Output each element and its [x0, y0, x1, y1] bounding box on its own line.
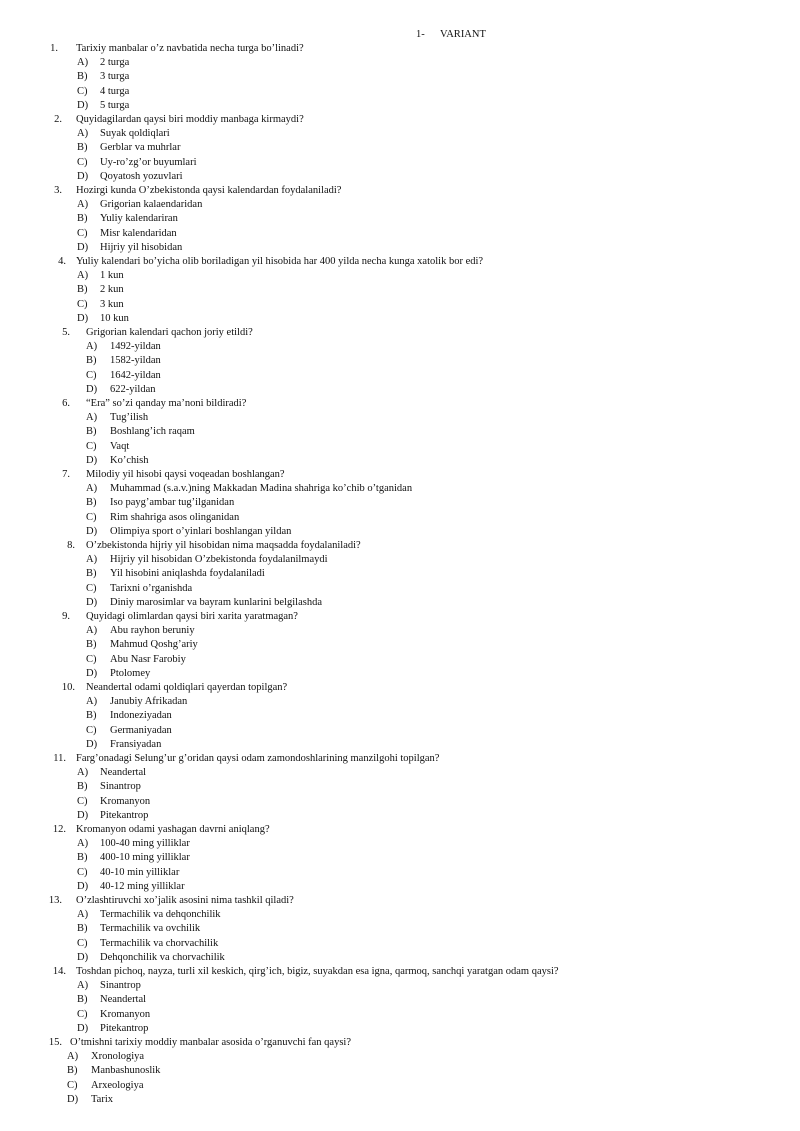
- option-text: Tug’ilish: [110, 412, 149, 424]
- question-text: Yuliy kalendari bo’yicha olib boriladigan yil hisobida har 400 yilda necha kunga xatolik bor edi?: [76, 256, 484, 267]
- option-letter: C): [77, 85, 88, 97]
- option-text: 622-yildan: [110, 383, 156, 395]
- question-text: Quyidagi olimlardan qaysi biri xarita yaratmagan?: [86, 611, 298, 622]
- option-text: Yuliy kalendariran: [100, 213, 178, 225]
- option-letter: C): [77, 298, 88, 310]
- option-letter: B): [77, 781, 88, 793]
- question-number: 15.: [48, 1037, 62, 1048]
- question-text: Hozirgi kunda O’zbekistonda qaysi kalendardan foydalaniladi?: [76, 185, 342, 196]
- option-text: 40-12 ming yilliklar: [100, 880, 185, 892]
- question-number: 10.: [61, 682, 75, 693]
- option-text: Tarixni o’rganishda: [110, 582, 193, 594]
- option-letter: C): [86, 369, 97, 381]
- option-text: 1 kun: [100, 270, 124, 282]
- option-text: Mahmud Qoshg’ariy: [110, 639, 198, 651]
- option-text: Pitekantrop: [100, 809, 149, 821]
- option-letter: C): [86, 724, 97, 736]
- option-text: Arxeologiya: [91, 1079, 144, 1091]
- question-number: 11.: [53, 753, 66, 764]
- option-text: Fransiyadan: [110, 738, 162, 750]
- option-letter: A): [86, 483, 98, 495]
- question-number: 12.: [52, 824, 66, 835]
- option-text: Indoneziyadan: [110, 710, 172, 722]
- option-letter: A): [86, 412, 98, 424]
- option-letter: B): [77, 71, 88, 83]
- variant-label: VARIANT: [440, 29, 486, 40]
- question-number: 2.: [54, 114, 62, 125]
- option-text: Gerblar va muhrlar: [100, 142, 181, 154]
- option-letter: B): [86, 639, 97, 651]
- option-letter: A): [77, 270, 89, 282]
- option-text: Manbashunoslik: [91, 1065, 161, 1077]
- option-letter: B): [86, 710, 97, 722]
- question-number: 4.: [58, 256, 66, 267]
- question-text: Farg’onadagi Selung’ur g’oridan qaysi odam zamondoshlarining manzilgohi topilgan?: [76, 753, 440, 764]
- question-text: Tarixiy manbalar o’z navbatida necha turga bo’linadi?: [76, 43, 304, 54]
- question-text: Toshdan pichoq, nayza, turli xil keskich, qirg’ich, bigiz, suyakdan esa igna, qarmoq, sanchqi yaratgan odam qaysi?: [76, 966, 559, 977]
- option-text: Kromanyon: [100, 1008, 151, 1020]
- question-text: Milodiy yil hisobi qaysi voqeadan boshlangan?: [86, 469, 285, 480]
- question-text: Grigorian kalendari qachon joriy etildi?: [86, 327, 253, 338]
- option-letter: B): [86, 355, 97, 367]
- option-letter: C): [77, 1008, 88, 1020]
- option-letter: C): [86, 582, 97, 594]
- option-text: Termachilik va dehqonchilik: [100, 909, 221, 921]
- option-letter: C): [77, 227, 88, 239]
- option-letter: B): [77, 213, 88, 225]
- option-letter: C): [77, 937, 88, 949]
- option-letter: A): [77, 57, 89, 69]
- question-number: 14.: [52, 966, 66, 977]
- option-letter: B): [86, 568, 97, 580]
- option-text: Kromanyon: [100, 795, 151, 807]
- question-text: “Era” so’zi qanday ma’noni bildiradi?: [86, 398, 247, 409]
- option-letter: C): [86, 653, 97, 665]
- option-letter: D): [67, 1093, 79, 1105]
- option-letter: B): [77, 852, 88, 864]
- option-letter: B): [67, 1065, 78, 1077]
- option-letter: D): [86, 596, 98, 608]
- option-text: Dehqonchilik va chorvachilik: [100, 951, 225, 963]
- option-text: Boshlang’ich raqam: [110, 426, 195, 438]
- option-text: Neandertal: [100, 767, 147, 779]
- option-letter: A): [77, 909, 89, 921]
- option-text: Vaqt: [110, 440, 130, 452]
- option-text: 100-40 ming yilliklar: [100, 838, 190, 850]
- option-text: Rim shahriga asos olinganidan: [110, 511, 240, 523]
- option-text: Tarix: [91, 1093, 114, 1105]
- option-text: Uy-ro’zg’or buyumlari: [100, 156, 197, 168]
- question-text: Kromanyon odami yashagan davrni aniqlang?: [76, 824, 270, 835]
- option-text: 1582-yildan: [110, 355, 161, 367]
- option-letter: D): [77, 951, 89, 963]
- option-letter: D): [77, 809, 89, 821]
- option-text: 3 kun: [100, 298, 124, 310]
- option-letter: B): [77, 142, 88, 154]
- option-letter: B): [86, 497, 97, 509]
- option-text: 1492-yildan: [110, 341, 161, 353]
- question-number: 3.: [54, 185, 62, 196]
- variant-number: 1-: [416, 29, 425, 40]
- option-letter: A): [77, 767, 89, 779]
- option-text: 5 turga: [100, 99, 130, 111]
- option-text: Neandertal: [100, 994, 147, 1006]
- option-letter: C): [86, 440, 97, 452]
- option-letter: C): [67, 1079, 78, 1091]
- option-text: Yil hisobini aniqlashda foydalaniladi: [110, 568, 265, 580]
- option-letter: D): [77, 170, 89, 182]
- option-text: Abu rayhon beruniy: [110, 625, 195, 637]
- option-letter: D): [77, 241, 89, 253]
- option-text: 1642-yildan: [110, 369, 161, 381]
- option-text: Diniy marosimlar va bayram kunlarini belgilashda: [110, 596, 322, 608]
- option-letter: D): [77, 880, 89, 892]
- option-text: Iso payg’ambar tug’ilganidan: [110, 497, 235, 509]
- option-letter: B): [77, 994, 88, 1006]
- option-letter: A): [77, 980, 89, 992]
- option-text: Germaniyadan: [110, 724, 172, 736]
- option-text: Hijriy yil hisobidan: [100, 241, 183, 253]
- option-text: 400-10 ming yilliklar: [100, 852, 190, 864]
- option-letter: A): [77, 838, 89, 850]
- option-text: Termachilik va ovchilik: [100, 923, 201, 935]
- option-letter: D): [86, 667, 98, 679]
- option-text: Grigorian kalaendaridan: [100, 199, 203, 211]
- option-text: Ptolomey: [110, 667, 151, 679]
- option-text: Qoyatosh yozuvlari: [100, 170, 183, 182]
- option-letter: C): [86, 511, 97, 523]
- option-text: 2 turga: [100, 57, 130, 69]
- option-text: Xronologiya: [91, 1051, 145, 1063]
- option-letter: A): [67, 1051, 79, 1063]
- option-text: 40-10 min yilliklar: [100, 866, 180, 878]
- question-text: O’tmishni tarixiy moddiy manbalar asosida o’rganuvchi fan qaysi?: [70, 1037, 352, 1048]
- question-number: 8.: [67, 540, 75, 551]
- option-text: Hijriy yil hisobidan O’zbekistonda foydalanilmaydi: [110, 554, 328, 566]
- question-number: 13.: [48, 895, 62, 906]
- question-text: Neandertal odami qoldiqlari qayerdan topilgan?: [86, 682, 288, 693]
- option-text: Muhammad (s.a.v.)ning Makkadan Madina shahriga ko’chib o’tganidan: [110, 483, 413, 495]
- question-number: 9.: [62, 611, 70, 622]
- option-letter: A): [86, 696, 98, 708]
- option-letter: B): [77, 923, 88, 935]
- option-letter: D): [77, 312, 89, 324]
- option-letter: A): [86, 625, 98, 637]
- question-text: Quyidagilardan qaysi biri moddiy manbaga kirmaydi?: [76, 114, 304, 125]
- option-letter: A): [86, 341, 98, 353]
- option-text: Misr kalendaridan: [100, 227, 177, 239]
- option-letter: B): [77, 284, 88, 296]
- option-text: Sinantrop: [100, 980, 141, 992]
- option-text: Pitekantrop: [100, 1022, 149, 1034]
- option-letter: D): [86, 738, 98, 750]
- option-letter: C): [77, 795, 88, 807]
- option-text: 10 kun: [100, 312, 129, 324]
- option-text: 2 kun: [100, 284, 124, 296]
- question-number: 1.: [50, 43, 58, 54]
- option-text: 3 turga: [100, 71, 130, 83]
- option-text: Sinantrop: [100, 781, 141, 793]
- option-text: Termachilik va chorvachilik: [100, 937, 219, 949]
- option-letter: D): [86, 383, 98, 395]
- option-text: 4 turga: [100, 85, 130, 97]
- question-number: 6.: [62, 398, 70, 409]
- question-number: 5.: [62, 327, 70, 338]
- option-letter: D): [77, 99, 89, 111]
- question-text: O’zlashtiruvchi xo’jalik asosini nima tashkil qiladi?: [76, 895, 294, 906]
- option-letter: D): [86, 525, 98, 537]
- option-text: Abu Nasr Farobiy: [110, 653, 186, 665]
- option-letter: C): [77, 866, 88, 878]
- option-text: Suyak qoldiqlari: [100, 128, 170, 140]
- option-letter: A): [77, 128, 89, 140]
- option-letter: A): [77, 199, 89, 211]
- question-number: 7.: [62, 469, 70, 480]
- option-letter: D): [86, 454, 98, 466]
- option-text: Ko’chish: [110, 454, 149, 466]
- question-text: O’zbekistonda hijriy yil hisobidan nima maqsadda foydalaniladi?: [86, 540, 361, 551]
- option-text: Janubiy Afrikadan: [110, 696, 188, 708]
- option-letter: B): [86, 426, 97, 438]
- option-letter: C): [77, 156, 88, 168]
- option-letter: A): [86, 554, 98, 566]
- option-letter: D): [77, 1022, 89, 1034]
- option-text: Olimpiya sport o’yinlari boshlangan yildan: [110, 525, 292, 537]
